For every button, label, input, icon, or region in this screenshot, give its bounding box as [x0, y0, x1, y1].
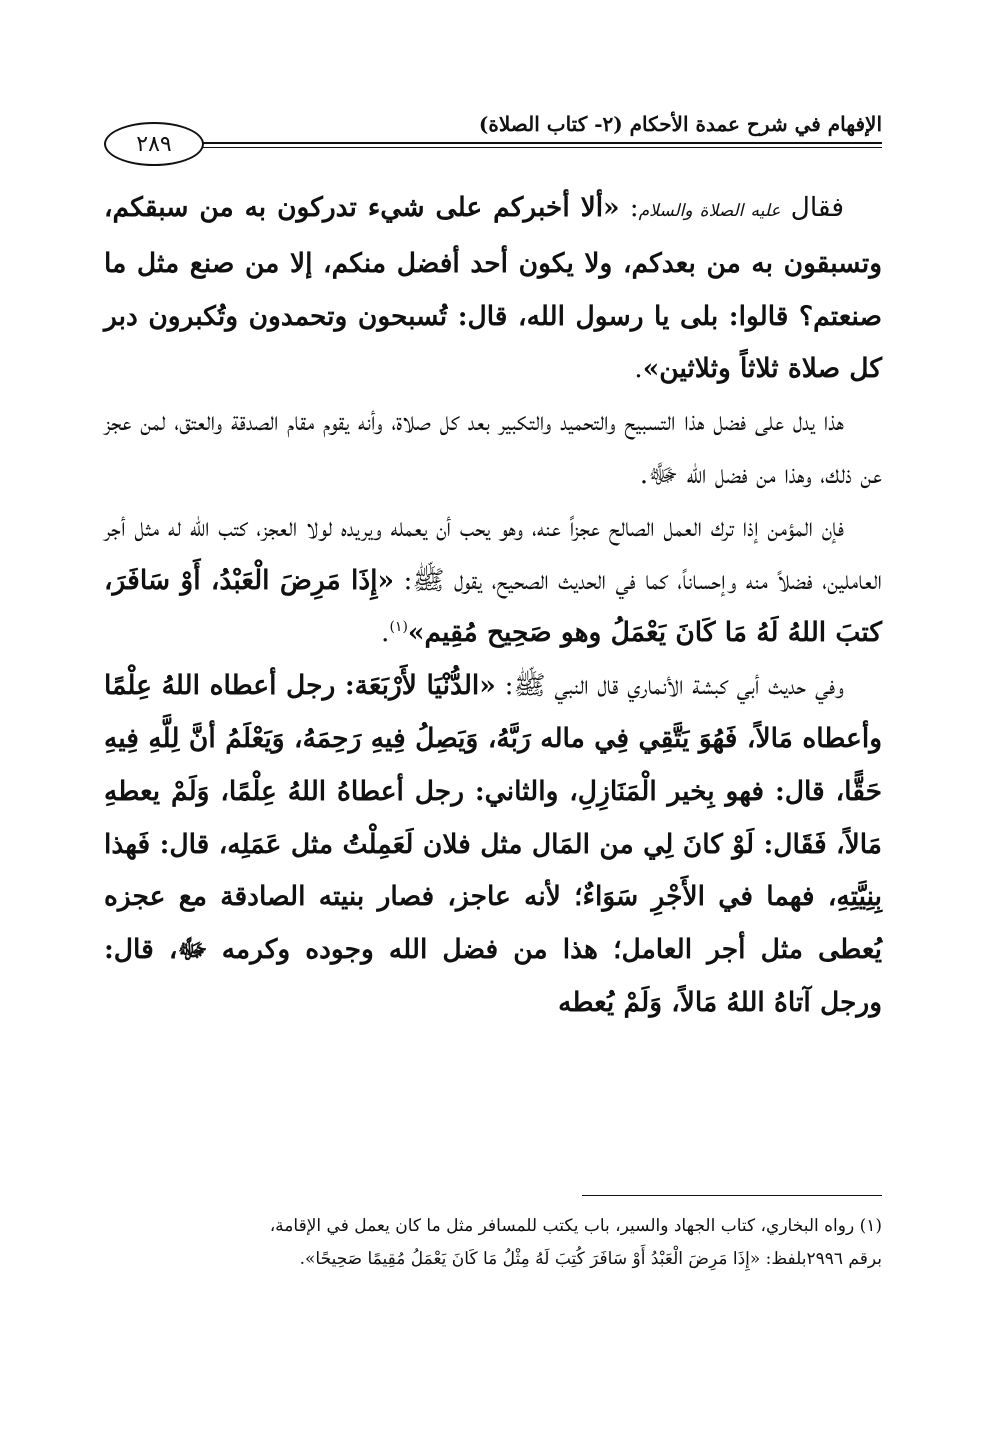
p4-text: وفي حديث أبي كبشة الأنماري قال النبي	[554, 670, 844, 702]
p2-end: .	[639, 458, 649, 490]
page-number: ٢٨٩	[104, 122, 204, 166]
p2-honorific: ﷻ	[648, 458, 679, 490]
p4-colon: :	[495, 670, 514, 702]
header-title: الإفهام في شرح عمدة الأحكام (٢- كتاب الصلاة)	[478, 112, 882, 136]
p3-hadith-quote: «إِذَا مَرِضَ الْعَبْدُ، أَوْ سَافَرَ، كتبَ اللهُ لَهُ مَا كَانَ يَعْمَلُ وهو صَحِيح مُقِيم»	[104, 564, 882, 649]
p2-text: هذا يدل على فضل هذا التسبيح والتحميد والتكبير بعد كل صلاة، وأنه يقوم مقام الصدقة والعتق، لمن عجز عن ذلك، وهذا من فضل الله	[104, 406, 882, 490]
main-text	[104, 182, 882, 1030]
p4-rest: لأنه عاجز، فصار بنيته الصادقة مع عجزه يُعطى مثل أجر العامل؛ هذا من فضل الله وجوده وكرمه	[104, 881, 882, 966]
p4-honorific-2: ﷻ	[177, 934, 208, 966]
p1-intro: فقال	[790, 192, 844, 223]
footnote	[104, 1210, 882, 1276]
paragraph-4	[104, 660, 882, 1030]
p4-rest-2: ، قال: ورجل آتاهُ اللهُ مَالاً، وَلَمْ يُعطه	[104, 934, 882, 1018]
p1-colon: :	[619, 192, 639, 223]
running-header	[104, 112, 882, 162]
p4-hadith-quote: «الدُّنْيَا لأَرْبَعَة: رجل أعطاه اللهُ عِلْمًا وأعطاه مَالاً، فَهُوَ يَتَّقِي فِي ماله رَبَّهُ، وَيَصِلُ فِيهِ رَحِمَهُ، وَيَعْلَمُ أنَّ لِلَّهِ فِيهِ حَقًّا، قال: فهو بِخير الْمَنَازِلِ، والثاني: رجل أعطاهُ اللهُ عِلْمًا، وَلَمْ يعطهِ مَالاً، فَقَال: لَوْ كانَ لِي من المَال مثل فلان لَعَمِلْتُ مثل عَمَلِه، قال: فَهذا بِنِيَّتِهِ، فهما في الأَجْرِ سَوَاءٌ؛	[104, 670, 882, 913]
paragraph-2	[104, 396, 882, 502]
header-rule	[192, 142, 882, 148]
footnote-line-2: برقم ٢٩٩٦بلفظ: «إِذَا مَرِضَ الْعَبْدُ أَوْ سَافَرَ كُتِبَ لَهُ مِثْلُ مَا كَانَ يَعْمَلُ مُقِيمًا صَحِيحًا».	[299, 1249, 882, 1269]
p3-text: فإن المؤمن إذا ترك العمل الصالح عجزاً عنه، وهو يحب أن يعمله ويريده لولا العجز، كتب الله له مثل أجر العاملين، فضلاً منه وإحساناً، كما في الحديث الصحيح، يقول	[104, 511, 883, 596]
p3-honorific: ﷺ	[412, 564, 445, 596]
p1-hadith-quote: «ألا أخبركم على شيء تدركون به من سبقكم، وتسبقون به من بعدكم، ولا يكون أحد أفضل منكم، إلا من صنع مثل ما صنعتم؟ قالوا: بلى يا رسول الله، قال: تُسبحون وتحمدون وتُكبرون دبر كل صلاة ثلاثاً وثلاثين»	[104, 192, 882, 385]
p1-end: .	[634, 353, 643, 385]
paragraph-3	[104, 502, 882, 660]
paragraph-1	[104, 182, 882, 396]
footnote-line-1: (١) رواه البخاري، كتاب الجهاد والسير، باب يكتب للمسافر مثل ما كان يعمل في الإقامة،	[269, 1216, 882, 1236]
footnote-separator	[582, 1195, 882, 1196]
p3-colon: :	[394, 564, 413, 596]
p1-honorific: عليه الصلاة والسلام	[638, 201, 781, 221]
p4-honorific: ﷺ	[513, 670, 546, 702]
footnote-ref: (١)	[389, 619, 408, 636]
p3-end: .	[381, 617, 390, 649]
